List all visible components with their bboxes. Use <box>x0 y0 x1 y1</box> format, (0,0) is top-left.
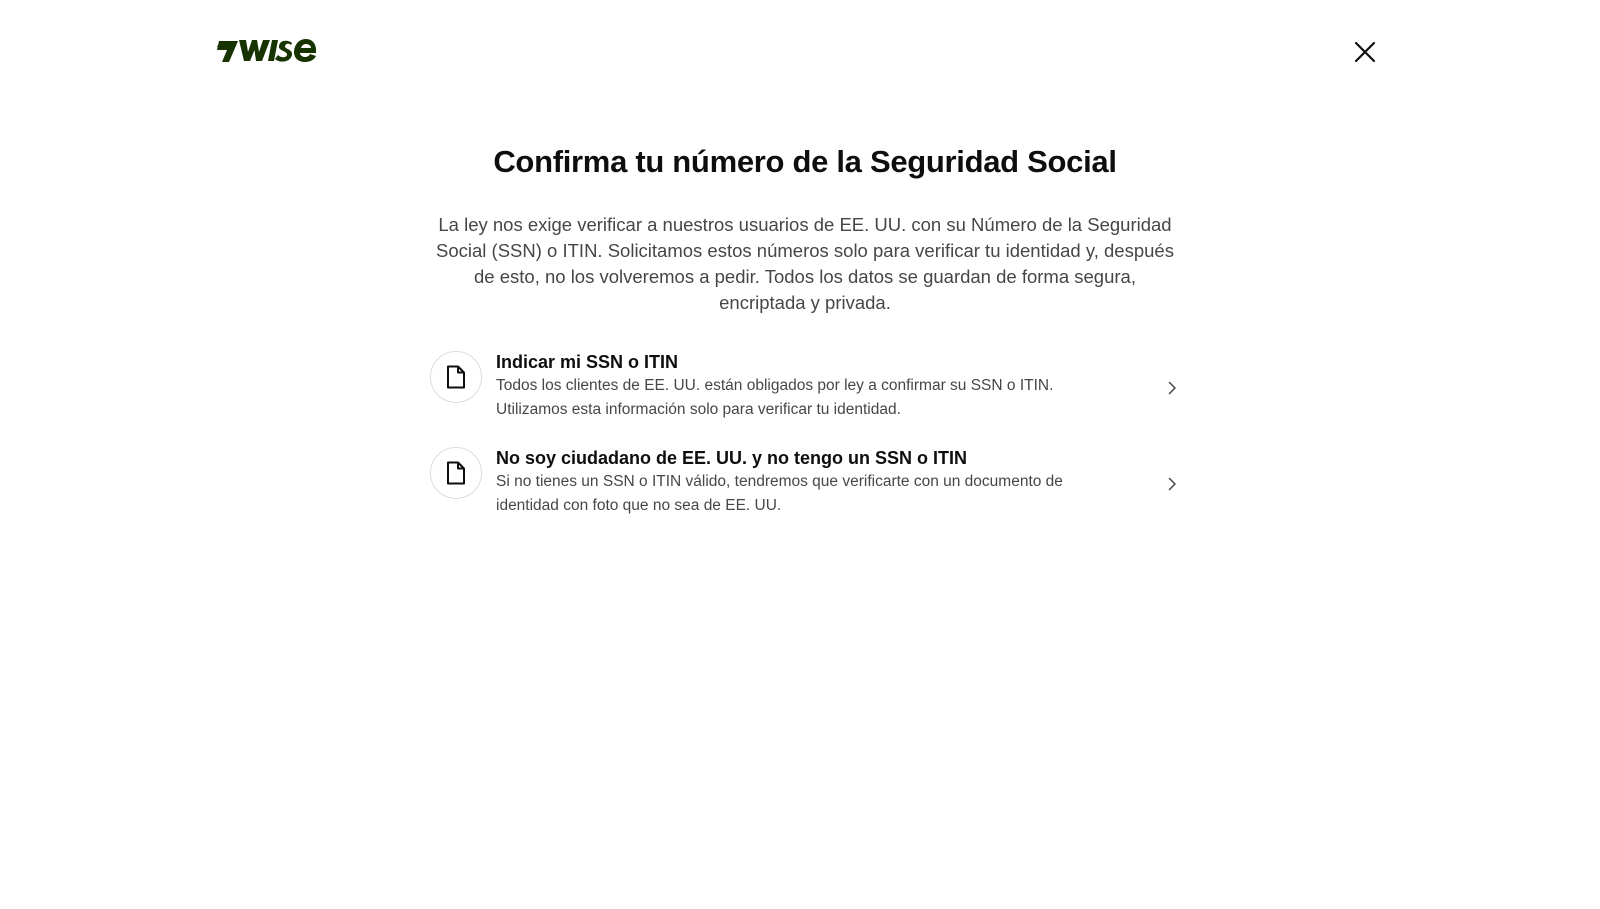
document-icon <box>430 447 482 499</box>
option-description: Todos los clientes de EE. UU. están obligados por ley a confirmar su SSN o ITIN. Utilizamos esta información solo para verificar tu identidad. <box>496 377 1054 418</box>
options-list <box>430 346 1180 522</box>
chevron-right-icon <box>1164 476 1180 492</box>
intro-text: La ley nos exige verificar a nuestros usuarios de EE. UU. con su Número de la Seguridad Social (SSN) o ITIN. Solicitamos estos números solo para verificar tu identidad y, después de esto, no los volveremos a pedir. Todos los datos se guardan de forma segura, encriptada y privada. <box>436 214 1174 313</box>
page-title: Confirma tu número de la Seguridad Social <box>493 144 1117 179</box>
top-bar <box>0 0 1600 100</box>
option-body <box>496 350 1180 422</box>
option-body <box>496 446 1180 518</box>
wise-flag-icon <box>216 37 318 63</box>
option-no-ssn-itin[interactable] <box>430 442 1180 522</box>
option-title: No soy ciudadano de EE. UU. y no tengo un SSN o ITIN <box>496 448 968 468</box>
option-description: Si no tienes un SSN o ITIN válido, tendremos que verificarte con un documento de identidad con foto que no sea de EE. UU. <box>496 473 1063 514</box>
option-provide-ssn-itin[interactable] <box>430 346 1180 426</box>
close-button[interactable] <box>1349 36 1381 68</box>
main-content <box>430 140 1180 538</box>
option-title: Indicar mi SSN o ITIN <box>496 352 679 372</box>
document-icon <box>430 351 482 403</box>
close-icon <box>1354 41 1376 63</box>
chevron-right-icon <box>1164 380 1180 396</box>
wise-logo[interactable] <box>216 36 318 64</box>
